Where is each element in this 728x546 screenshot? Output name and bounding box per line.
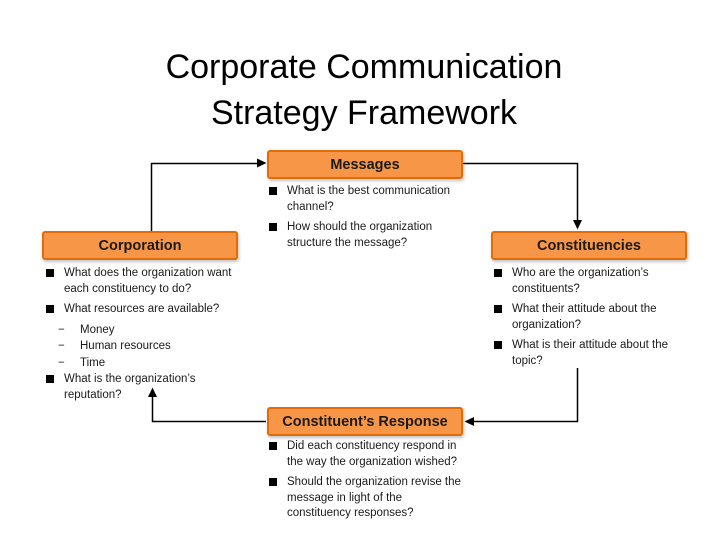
node-corporation-box xyxy=(42,231,238,260)
bullet-text: Did each constituency respond in the way the organization wished? xyxy=(287,440,458,468)
node-response-box xyxy=(267,407,463,436)
dash-icon: − xyxy=(58,340,65,352)
sub-bullet-text: Money xyxy=(80,323,115,336)
bullet-square-icon xyxy=(494,269,502,277)
node-response-label: Constituent’s Response xyxy=(282,413,448,430)
bullet-text: What is their attitude about the topic? xyxy=(512,339,668,367)
sub-bullet-item xyxy=(58,323,248,339)
bullet-item xyxy=(46,266,248,297)
connector-corporation-to-messages xyxy=(152,164,259,232)
bullet-text: What does the organization want each constituency to do? xyxy=(64,267,232,295)
bullet-item xyxy=(46,302,248,318)
title-line-2: Strategy Framework xyxy=(210,94,518,132)
bullet-text: What is the organization’s reputation? xyxy=(64,373,196,401)
bullet-text: Who are the organization’s constituents? xyxy=(512,267,649,295)
node-corporation-label: Corporation xyxy=(98,237,182,254)
bullet-square-icon xyxy=(46,305,54,313)
bullet-square-icon xyxy=(269,223,277,231)
sub-bullet-text: Human resources xyxy=(80,340,171,352)
node-messages-box xyxy=(267,150,463,179)
slide-title xyxy=(0,44,728,136)
constituencies-bullet-list xyxy=(494,266,692,374)
sub-bullet-item xyxy=(58,356,248,372)
arrowhead-left-icon xyxy=(465,417,475,426)
bullet-square-icon xyxy=(269,187,277,195)
node-constituencies-box xyxy=(491,231,687,260)
bullet-square-icon xyxy=(494,341,502,349)
dash-icon: − xyxy=(58,323,65,336)
bullet-text: What is the best communication channel? xyxy=(287,185,450,213)
sub-bullet-text: Time xyxy=(80,356,106,369)
bullet-item xyxy=(494,266,692,297)
bullet-square-icon xyxy=(46,269,54,277)
bullet-item xyxy=(46,372,248,403)
node-constituencies-label: Constituencies xyxy=(537,237,641,254)
response-bullet-list xyxy=(269,439,467,527)
messages-bullet-list xyxy=(269,184,465,256)
bullet-square-icon xyxy=(46,375,54,383)
arrowhead-down-icon xyxy=(573,220,582,230)
bullet-square-icon xyxy=(269,442,277,450)
bullet-text: How should the organization structure the message? xyxy=(287,221,433,249)
bullet-item xyxy=(269,439,467,470)
connector-constituencies-to-response xyxy=(473,368,578,422)
bullet-text: What their attitude about the organization? xyxy=(512,303,657,331)
arrowhead-right-icon xyxy=(257,159,267,168)
corporation-bullet-list xyxy=(46,266,248,408)
bullet-square-icon xyxy=(494,305,502,313)
connector-messages-to-constituencies xyxy=(463,164,578,222)
bullet-item xyxy=(269,220,465,251)
bullet-item xyxy=(269,475,467,522)
bullet-text: Should the organization revise the message in light of the constituency responses? xyxy=(287,476,461,519)
title-line-1: Corporate Communication xyxy=(165,48,563,86)
bullet-item xyxy=(494,302,692,333)
dash-icon: − xyxy=(58,356,65,369)
bullet-square-icon xyxy=(269,478,277,486)
bullet-text: What resources are available? xyxy=(64,303,220,315)
bullet-item xyxy=(269,184,465,215)
node-messages-label: Messages xyxy=(330,156,400,173)
sub-bullet-item xyxy=(58,339,248,355)
bullet-item xyxy=(494,338,692,369)
